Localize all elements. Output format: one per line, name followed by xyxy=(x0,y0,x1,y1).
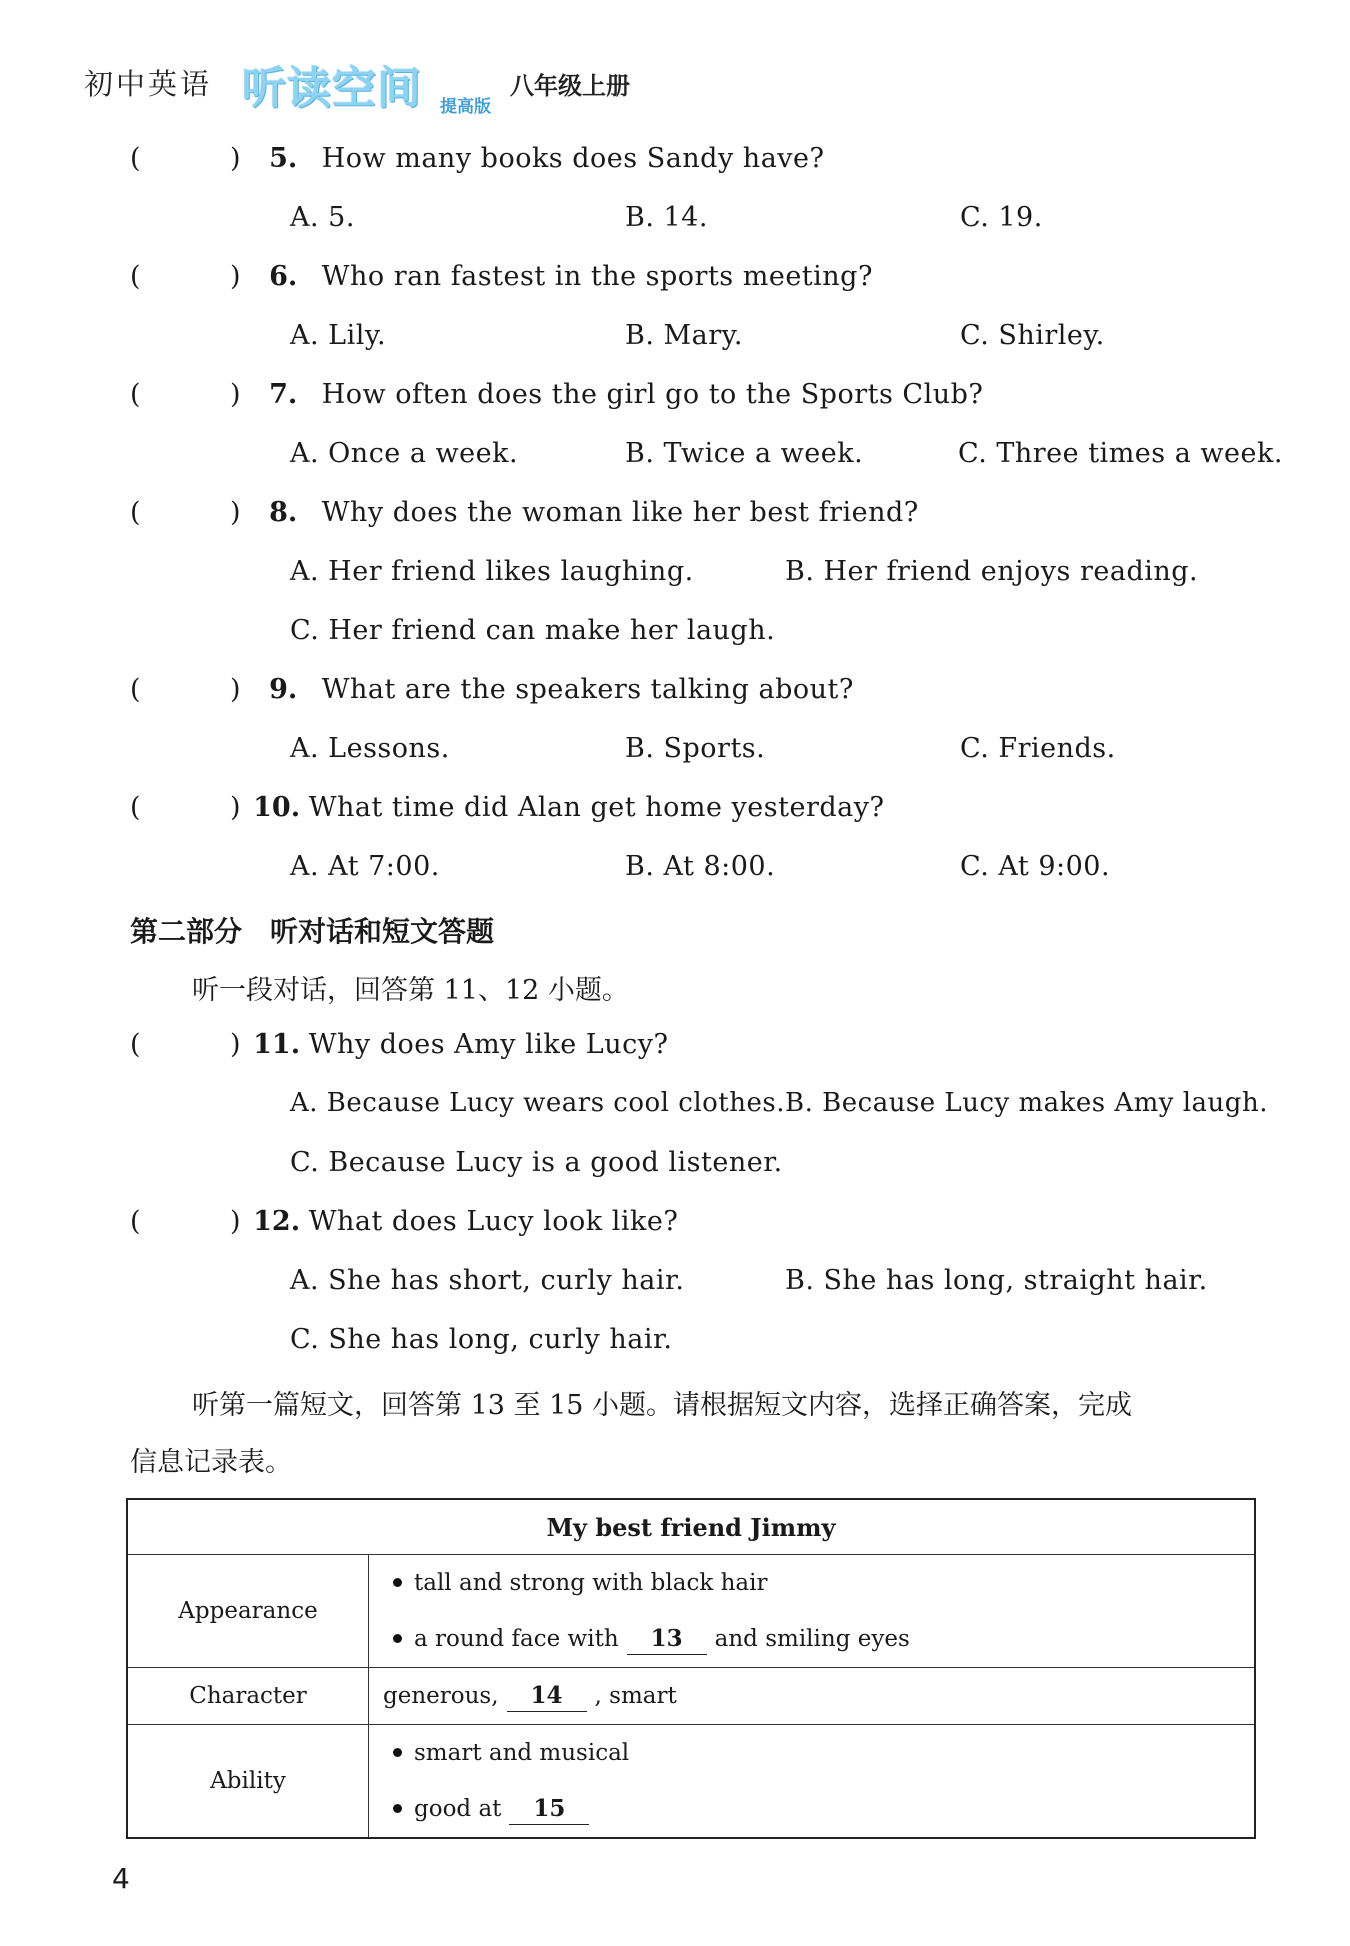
question-12: ( ) 12. What does Lucy look like? xyxy=(130,1206,679,1237)
answer-blank: ( xyxy=(130,143,141,174)
page-header xyxy=(84,52,1264,122)
option-c: C. At 9:00. xyxy=(960,851,1111,882)
answer-blank-13[interactable]: 13 xyxy=(627,1624,707,1655)
option-b: B. Sports. xyxy=(625,733,766,764)
table-title: My best friend Jimmy xyxy=(127,1499,1255,1555)
question-6: ( ) 6. Who ran fastest in the sports meeting? xyxy=(130,261,873,292)
option-a: A. At 7:00. xyxy=(290,851,440,882)
option-b: B. 14. xyxy=(625,202,708,233)
option-a: A. Lily. xyxy=(290,320,387,351)
edition-label: 提高版 xyxy=(440,97,491,117)
question-stem: Why does the woman like her best friend? xyxy=(321,497,919,528)
option-c: C. Friends. xyxy=(960,733,1116,764)
option-c: C. Her friend can make her laugh. xyxy=(290,615,776,646)
question-stem: What does Lucy look like? xyxy=(308,1206,679,1237)
option-c: C. 19. xyxy=(960,202,1043,233)
option-b: B. At 8:00. xyxy=(625,851,776,882)
question-10: ( ) 10. What time did Alan get home yesterday? xyxy=(130,792,885,823)
option-b: B. Because Lucy makes Amy laugh. xyxy=(785,1088,1268,1118)
character-pre: generous, xyxy=(383,1683,499,1709)
grade-label: 八年级上册 xyxy=(510,72,630,100)
question-8: ( ) 8. Why does the woman like her best friend? xyxy=(130,497,919,528)
question-number: 10. xyxy=(253,792,301,823)
option-c: C. Shirley. xyxy=(960,320,1105,351)
question-9: ( ) 9. What are the speakers talking about? xyxy=(130,674,854,705)
option-c: C. Because Lucy is a good listener. xyxy=(290,1147,783,1178)
appearance-line-2-post: and smiling eyes xyxy=(714,1626,910,1652)
question-stem: Who ran fastest in the sports meeting? xyxy=(321,261,873,292)
info-record-table xyxy=(126,1498,1256,1839)
question-number: 9. xyxy=(269,674,298,705)
character-content xyxy=(369,1668,1256,1725)
brand-logo: 听读空间 xyxy=(242,63,422,114)
answer-blank-15[interactable]: 15 xyxy=(509,1794,589,1825)
question-5: ( ) 5. How many books does Sandy have? xyxy=(130,143,825,174)
question-number: 5. xyxy=(269,143,298,174)
ability-line-1: smart and musical xyxy=(414,1740,630,1766)
answer-blank-14[interactable]: 14 xyxy=(507,1681,587,1712)
bullet-icon xyxy=(393,1804,402,1813)
instruction-continued: 信息记录表。 xyxy=(130,1447,292,1478)
appearance-line-2-pre: a round face with xyxy=(414,1626,619,1652)
question-11: ( ) 11. Why does Amy like Lucy? xyxy=(130,1029,669,1060)
ability-line-2-pre: good at xyxy=(414,1796,502,1822)
instruction: 听一段对话，回答第 11、12 小题。 xyxy=(192,975,629,1006)
page-number: 4 xyxy=(112,1862,130,1895)
option-c: C. She has long, curly hair. xyxy=(290,1324,673,1355)
option-b: B. Her friend enjoys reading. xyxy=(785,556,1199,587)
ability-label: Ability xyxy=(127,1725,369,1839)
appearance-label: Appearance xyxy=(127,1555,369,1668)
option-a: A. She has short, curly hair. xyxy=(290,1265,685,1296)
character-label: Character xyxy=(127,1668,369,1725)
question-number: 11. xyxy=(253,1029,301,1060)
question-stem: What are the speakers talking about? xyxy=(321,674,854,705)
question-number: 6. xyxy=(269,261,298,292)
option-a: A. Her friend likes laughing. xyxy=(290,556,694,587)
question-7: ( ) 7. How often does the girl go to the Sports Club? xyxy=(130,379,984,410)
character-post: , smart xyxy=(594,1683,677,1709)
option-b: B. Twice a week. xyxy=(625,438,864,469)
instruction: 听第一篇短文，回答第 13 至 15 小题。请根据短文内容，选择正确答案，完成 xyxy=(192,1390,1133,1421)
option-a: A. Lessons. xyxy=(290,733,450,764)
option-c: C. Three times a week. xyxy=(958,438,1283,469)
bullet-icon xyxy=(393,1578,402,1587)
section-title: 第二部分 听对话和短文答题 xyxy=(130,915,495,948)
appearance-line-1: tall and strong with black hair xyxy=(414,1570,768,1596)
question-stem: What time did Alan get home yesterday? xyxy=(308,792,885,823)
bullet-icon xyxy=(393,1634,402,1643)
option-b: B. Mary. xyxy=(625,320,743,351)
option-a: A. Because Lucy wears cool clothes. xyxy=(290,1088,785,1118)
question-stem: How often does the girl go to the Sports Club? xyxy=(321,379,984,410)
question-number: 12. xyxy=(253,1206,301,1237)
series-title: 初中英语 xyxy=(84,67,213,101)
question-number: 7. xyxy=(269,379,298,410)
option-b: B. She has long, straight hair. xyxy=(785,1265,1208,1296)
option-a: A. Once a week. xyxy=(290,438,519,469)
question-stem: Why does Amy like Lucy? xyxy=(308,1029,669,1060)
ability-content xyxy=(369,1725,1256,1839)
option-a: A. 5. xyxy=(290,202,355,233)
question-stem: How many books does Sandy have? xyxy=(321,143,825,174)
appearance-content xyxy=(369,1555,1256,1668)
bullet-icon xyxy=(393,1748,402,1757)
question-number: 8. xyxy=(269,497,298,528)
